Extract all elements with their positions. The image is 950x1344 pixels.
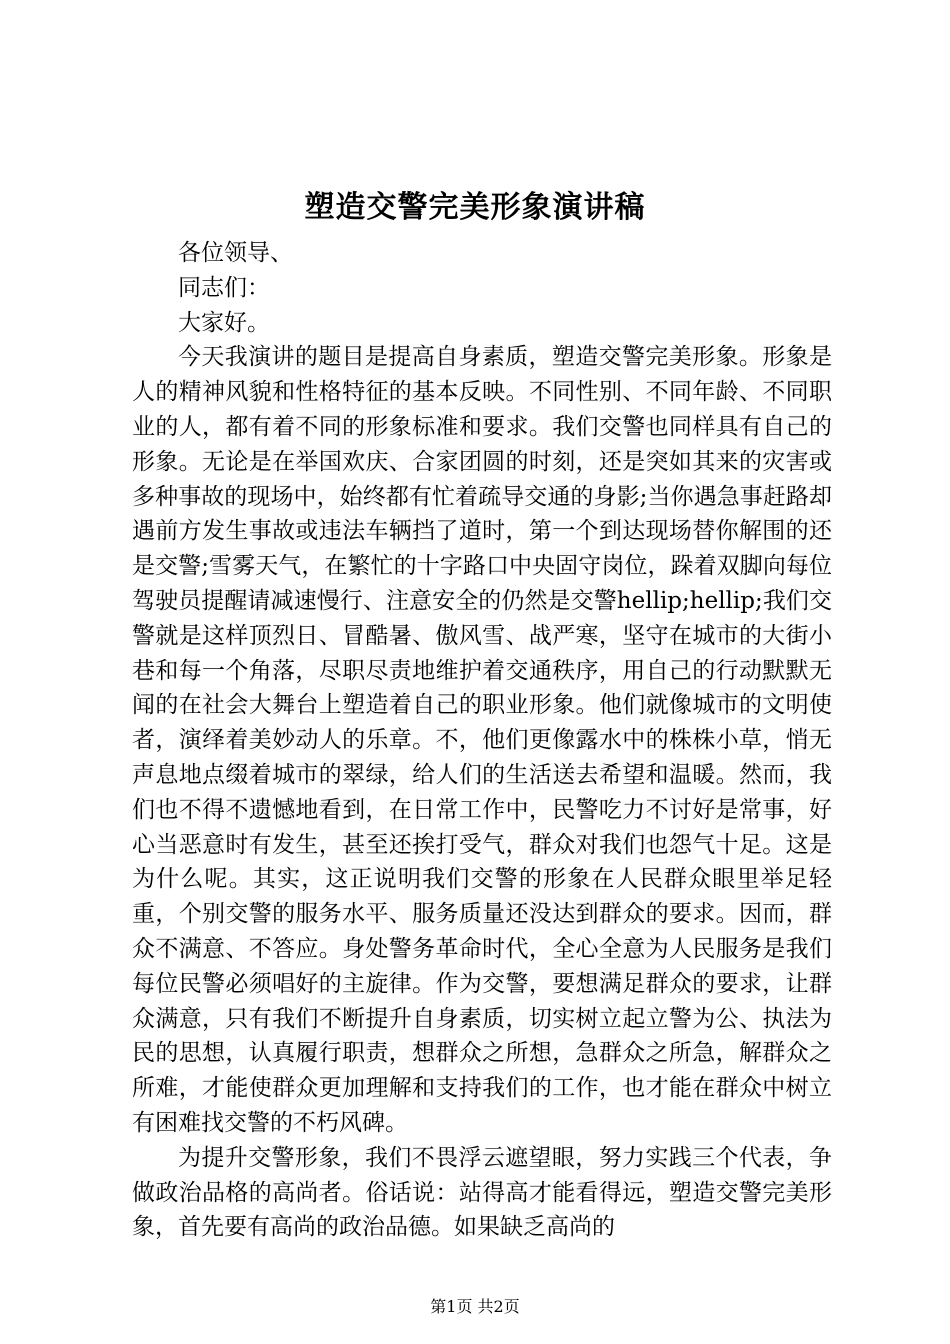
greeting: 大家好。 [178, 309, 270, 336]
body-paragraph: 为提升交警形象，我们不畏浮云遮望眼，努力实践三个代表，争做政治品格的高尚者。俗话说：站得高才能看得远，塑造交警完美形象，首先要有高尚的政治品德。如果缺乏高尚的 [132, 1144, 832, 1241]
page-footer: 第1页 共2页 [430, 1297, 520, 1316]
salutation-leaders: 各位领导、 [178, 240, 293, 266]
document-body [132, 236, 832, 1245]
body-paragraph: 今天我演讲的题目是提高自身素质，塑造交警完美形象。形象是人的精神风貌和性格特征的基本反映。不同性别、不同年龄、不同职业的人，都有着不同的形象标准和要求。我们交警也同样具有自己的形象。无论是在举国欢庆、合家团圆的时刻，还是突如其来的灾害或多种事故的现场中，始终都有忙着疏导交通的身影;当你遇急事赶路却遇前方发生事故或违法车辆挡了道时，第一个到达现场替你解围的还是交警;雪雾天气，在繁忙的十字路口中央固守岗位，跺着双脚向每位驾驶员提醒请减速慢行、注意安全的仍然是交警hellip;hellip;我们交警就是这样顶烈日、冒酷暑、傲风雪、战严寒，坚守在城市的大街小巷和每一个角落，尽职尽责地维护着交通秩序，用自己的行动默默无闻的在社会大舞台上塑造着自己的职业形象。他们就像城市的文明使者，演绎着美妙动人的乐章。不，他们更像露水中的株株小草，悄无声息地点缀着城市的翠绿，给人们的生活送去希望和温暖。然而，我们也不得不遗憾地看到，在日常工作中，民警吃力不讨好是常事，好心当恶意时有发生，甚至还挨打受气，群众对我们也怨气十足。这是为什么呢。其实，这正说明我们交警的形象在人民群众眼里举足轻重，个别交警的服务水平、服务质量还没达到群众的要求。因而，群众不满意、不答应。身处警务革命时代，全心全意为人民服务是我们每位民警必须唱好的主旋律。作为交警，要想满足群众的要求，让群众满意，只有我们不断提升自身素质，切实树立起立警为公、执法为民的思想，认真履行职责，想群众之所想，急群众之所急，解群众之所难，才能使群众更加理解和支持我们的工作，也才能在群众中树立有困难找交警的不朽风碑。 [132, 344, 832, 1136]
document-title: 塑造交警完美形象演讲稿 [304, 190, 646, 225]
salutation-comrades: 同志们： [178, 274, 270, 301]
